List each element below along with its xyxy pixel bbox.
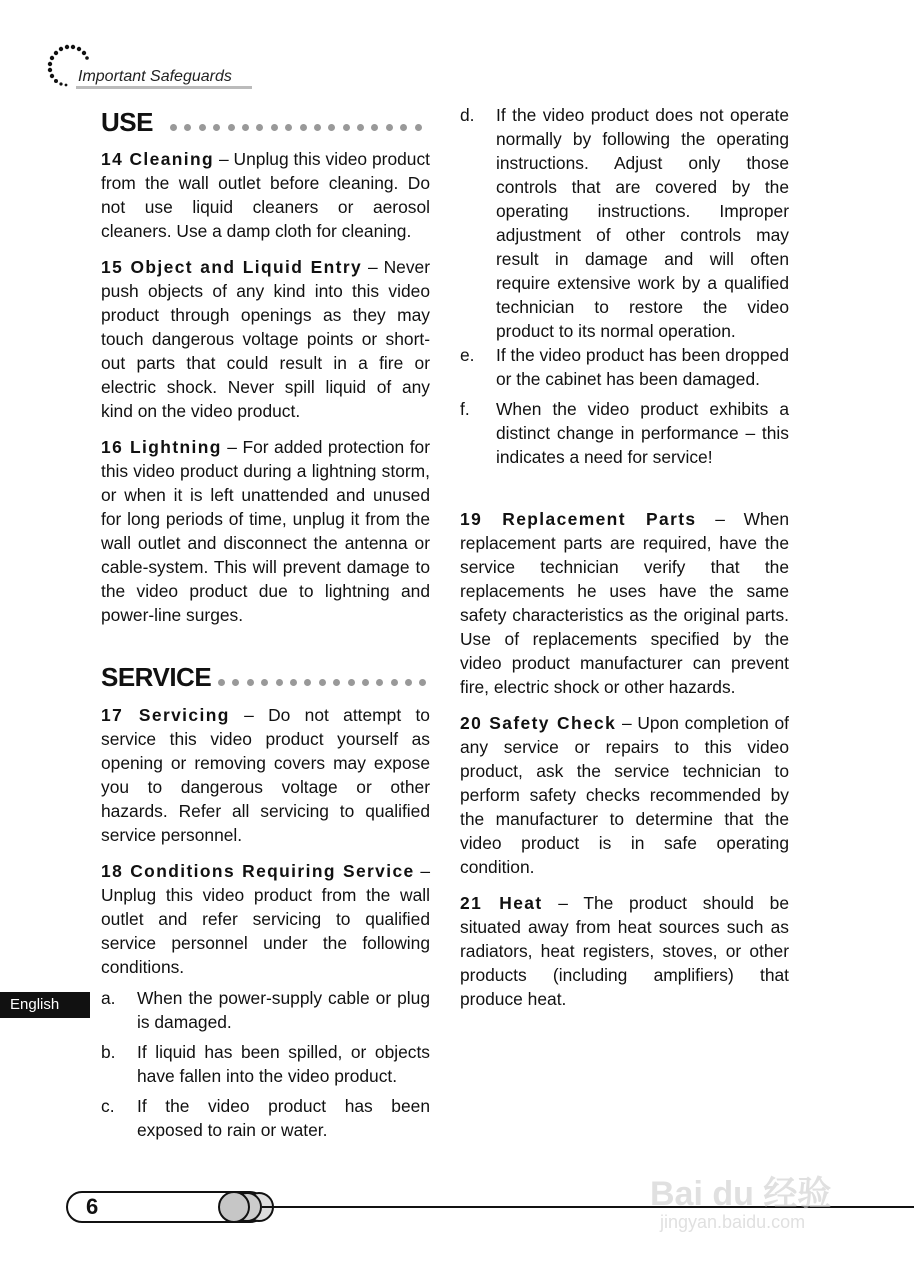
service-section-right bbox=[460, 507, 789, 1011]
condition-f bbox=[460, 397, 789, 469]
item-15 bbox=[101, 255, 430, 423]
item-18 bbox=[101, 859, 430, 979]
condition-e bbox=[460, 343, 789, 391]
watermark-url: jingyan.baidu.com bbox=[660, 1212, 806, 1232]
item-19-text: – When replacement parts are required, have the service technician verify that the replacements he uses have the same safety characteristics as the original parts. Use of replacements specified by the video product manufacturer can prevent fire, electric shock or other hazards. bbox=[460, 509, 789, 697]
condition-d bbox=[460, 103, 789, 343]
item-16-text: – For added protection for this video product during a lightning storm, or when it is left unattended and unused for long periods of time, unplug it from the wall outlet and disconnect the antenna or cable-system. This will prevent damage to the video product due to lightning and power-line surges. bbox=[101, 437, 431, 625]
condition-b-marker: b. bbox=[101, 1042, 116, 1062]
use-heading: USE bbox=[101, 107, 153, 137]
header-underline bbox=[76, 86, 252, 89]
page-number: 6 bbox=[86, 1194, 99, 1219]
running-header: Important Safeguards bbox=[78, 68, 232, 85]
item-18-title: 18 Conditions Requiring Service bbox=[101, 861, 415, 881]
item-15-title: 15 Object and Liquid Entry bbox=[101, 257, 363, 277]
condition-d-marker: d. bbox=[460, 105, 475, 125]
condition-c-text: If the video product has been exposed to rain or water. bbox=[137, 1096, 430, 1140]
item-19 bbox=[460, 507, 789, 699]
condition-c-marker: c. bbox=[101, 1096, 115, 1116]
condition-b bbox=[101, 1040, 430, 1088]
condition-a-text: When the power-supply cable or plug is damaged. bbox=[137, 988, 430, 1032]
conditions-list-left bbox=[101, 986, 430, 1142]
item-20-text: – Upon completion of any service or repairs to this video product, ask the service technician to perform safety checks recommended by the manufacturer to determine that the video product is in safe operating condition. bbox=[460, 713, 789, 877]
item-20 bbox=[460, 711, 789, 879]
item-17-text: – Do not attempt to service this video product yourself as opening or removing covers may expose you to dangerous voltage or other hazards. Refer all servicing to qualified service personnel. bbox=[101, 705, 430, 845]
item-15-text: – Never push objects of any kind into this video product through openings as they may touch dangerous voltage points or short-out parts that could result in a fire or electric shock. Never spill liquid of any kind on the video product. bbox=[101, 257, 430, 421]
condition-f-marker: f. bbox=[460, 399, 470, 419]
item-20-title: 20 Safety Check bbox=[460, 713, 617, 733]
condition-a-marker: a. bbox=[101, 988, 116, 1008]
item-17 bbox=[101, 703, 430, 847]
item-21-text: – The product should be situated away from heat sources such as radiators, heat registers, stoves, or other products (including amplifiers) that produce heat. bbox=[460, 893, 789, 1009]
use-heading-dots bbox=[170, 118, 429, 128]
item-14-text: – Unplug this video product from the wall outlet before cleaning. Do not use liquid cleaners or aerosol cleaners. Use a damp cloth for cleaning. bbox=[101, 149, 430, 241]
item-16-title: 16 Lightning bbox=[101, 437, 222, 457]
condition-e-marker: e. bbox=[460, 345, 475, 365]
item-17-title: 17 Servicing bbox=[101, 705, 230, 725]
use-section bbox=[101, 147, 430, 627]
service-section-left bbox=[101, 703, 430, 979]
item-21 bbox=[460, 891, 789, 1011]
condition-f-text: When the video product exhibits a distinct change in performance – this indicates a need for service! bbox=[496, 399, 789, 467]
condition-c bbox=[101, 1094, 430, 1142]
item-14-title: 14 Cleaning bbox=[101, 149, 215, 169]
conditions-list-right bbox=[460, 103, 789, 469]
condition-b-text: If liquid has been spilled, or objects have fallen into the video product. bbox=[137, 1042, 430, 1086]
service-heading-dots bbox=[218, 673, 434, 683]
item-19-title: 19 Replacement Parts bbox=[460, 509, 697, 529]
item-21-title: 21 Heat bbox=[460, 893, 543, 913]
item-18-text: – Unplug this video product from the wall outlet and refer servicing to qualified service personnel under the following conditions. bbox=[101, 861, 430, 977]
item-16 bbox=[101, 435, 430, 627]
condition-e-text: If the video product has been dropped or the cabinet has been damaged. bbox=[496, 345, 789, 389]
service-heading: SERVICE bbox=[101, 662, 212, 692]
condition-d-text: If the video product does not operate normally by following the operating instructions. Adjust only those controls that are covered by the operating instructions. Improper adjustment of other controls may result in damage and will often require extensive work by a qualified technician to restore the video product to its normal operation. bbox=[496, 105, 789, 341]
condition-a bbox=[101, 986, 430, 1034]
watermark-logo: Bai du 经验 bbox=[650, 1175, 832, 1213]
language-tab: English bbox=[0, 992, 90, 1018]
item-14 bbox=[101, 147, 430, 243]
footer-circle-1 bbox=[218, 1191, 250, 1223]
